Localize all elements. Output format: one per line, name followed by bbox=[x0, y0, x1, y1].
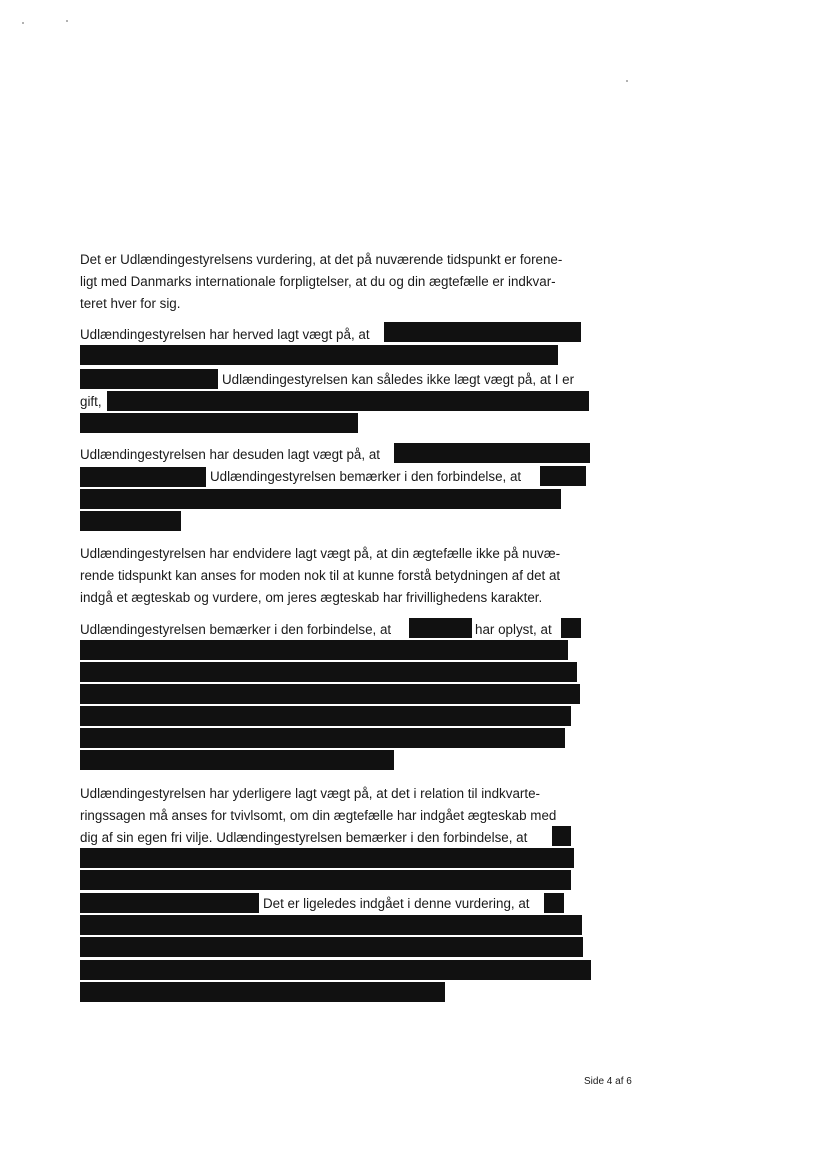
paragraph-6-line-4: Det er ligeledes indgået i denne vurdering, at bbox=[263, 896, 530, 911]
redaction-block bbox=[552, 826, 571, 846]
redaction-block bbox=[80, 413, 358, 433]
paragraph-4-line-2: rende tidspunkt kan anses for moden nok til at kunne forstå betydningen af det at bbox=[80, 568, 561, 583]
redaction-block bbox=[561, 618, 581, 638]
redaction-block bbox=[80, 915, 582, 935]
paragraph-5-line-1: Udlændingestyrelsen bemærker i den forbindelse, at bbox=[80, 622, 392, 637]
paragraph-4-line-1: Udlændingestyrelsen har endvidere lagt vægt på, at din ægtefælle ikke på nuvæ- bbox=[80, 546, 561, 561]
scan-speck bbox=[66, 20, 68, 22]
paragraph-5-line-1b: har oplyst, at bbox=[475, 622, 552, 637]
redaction-block bbox=[107, 391, 589, 411]
paragraph-6-line-2: ringssagen må anses for tvivlsomt, om din ægtefælle har indgået ægteskab med bbox=[80, 808, 557, 823]
redaction-block bbox=[80, 369, 218, 389]
redaction-block bbox=[80, 684, 580, 704]
redaction-block bbox=[80, 750, 394, 770]
paragraph-1-line-2: ligt med Danmarks internationale forpligtelser, at du og din ægtefælle er indkvar- bbox=[80, 274, 556, 289]
redaction-block bbox=[394, 443, 590, 463]
redaction-block bbox=[80, 870, 571, 890]
redaction-block bbox=[80, 511, 181, 531]
paragraph-2-line-2: Udlændingestyrelsen kan således ikke lægt vægt på, at I er bbox=[222, 372, 575, 387]
scan-speck bbox=[626, 80, 628, 82]
redaction-block bbox=[80, 728, 565, 748]
paragraph-1-line-3: teret hver for sig. bbox=[80, 296, 181, 311]
paragraph-2-line-1: Udlændingestyrelsen har herved lagt vægt på, at bbox=[80, 327, 370, 342]
redaction-block bbox=[544, 893, 564, 913]
redaction-block bbox=[80, 489, 561, 509]
redaction-block bbox=[80, 345, 558, 365]
redaction-block bbox=[80, 467, 206, 487]
redaction-block bbox=[80, 662, 577, 682]
redaction-block bbox=[80, 960, 591, 980]
redaction-block bbox=[384, 322, 581, 342]
redaction-block bbox=[80, 848, 574, 868]
page-number: Side 4 af 6 bbox=[584, 1076, 632, 1087]
redaction-block bbox=[80, 937, 583, 957]
paragraph-1-line-1: Det er Udlændingestyrelsens vurdering, at det på nuværende tidspunkt er forene- bbox=[80, 252, 563, 267]
scan-speck bbox=[22, 22, 24, 24]
paragraph-4-line-3: indgå et ægteskab og vurdere, om jeres ægteskab har frivillighedens karakter. bbox=[80, 590, 543, 605]
redaction-block bbox=[80, 893, 259, 913]
paragraph-2-line-3: gift, bbox=[80, 394, 102, 409]
redaction-block bbox=[540, 466, 586, 486]
redaction-block bbox=[80, 640, 568, 660]
paragraph-6-line-3: dig af sin egen fri vilje. Udlændingestyrelsen bemærker i den forbindelse, at bbox=[80, 830, 528, 845]
paragraph-3-line-2: Udlændingestyrelsen bemærker i den forbindelse, at bbox=[210, 469, 522, 484]
redaction-block bbox=[80, 706, 571, 726]
paragraph-3-line-1: Udlændingestyrelsen har desuden lagt vægt på, at bbox=[80, 447, 380, 462]
redaction-block bbox=[409, 618, 472, 638]
redaction-block bbox=[80, 982, 445, 1002]
paragraph-6-line-1: Udlændingestyrelsen har yderligere lagt vægt på, at det i relation til indkvarte- bbox=[80, 786, 540, 801]
